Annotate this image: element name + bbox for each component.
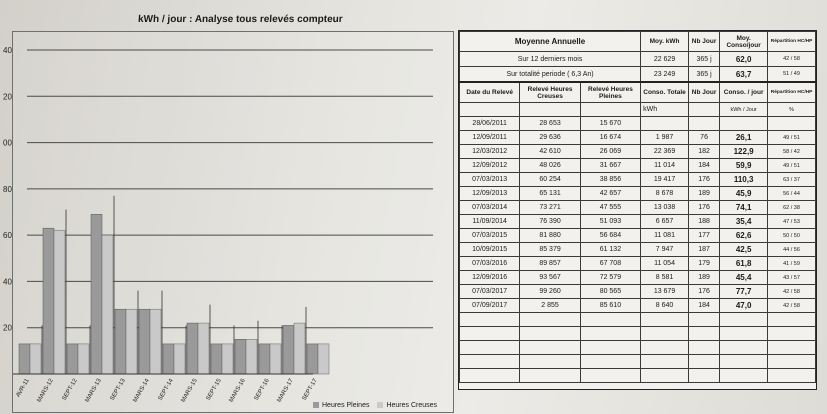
empty-cell xyxy=(768,369,816,383)
x-tick-label: SEPT-14 xyxy=(157,378,175,402)
cell-hp: 61 132 xyxy=(580,243,640,257)
bar-heures-pleines xyxy=(211,344,222,374)
cell-conso-jour: 77,7 xyxy=(720,285,768,299)
summary-row-12m xyxy=(460,52,816,67)
cell-hp: 16 674 xyxy=(580,131,640,145)
cell-hc: 65 131 xyxy=(520,187,580,201)
table-row xyxy=(460,131,816,145)
bar-heures-creuses xyxy=(222,344,233,374)
bar-heures-pleines xyxy=(19,344,30,374)
col-repartition-top: Répartition HC/HP xyxy=(768,32,816,52)
bar-heures-creuses xyxy=(126,309,137,374)
y-tick-label: 60 xyxy=(3,231,12,241)
cell-conso: 6 657 xyxy=(641,215,689,229)
cell-hc: 76 390 xyxy=(520,215,580,229)
empty-cell xyxy=(460,341,520,355)
x-tick-label: SEPT-16 xyxy=(253,378,271,402)
cell-hc: 42 610 xyxy=(520,145,580,159)
bar-heures-pleines xyxy=(307,344,318,374)
cell-conso: 11 014 xyxy=(641,159,689,173)
cell-conso-jour: 42,5 xyxy=(720,243,768,257)
cell-conso: 7 947 xyxy=(641,243,689,257)
empty-row xyxy=(460,341,816,355)
cell-conso-jour: 35,4 xyxy=(720,215,768,229)
cell-repartition: 63 / 37 xyxy=(768,173,816,187)
columns-header-row xyxy=(460,82,816,103)
y-tick-label: 80 xyxy=(3,184,12,194)
empty-cell xyxy=(460,369,520,383)
y-tick-label: 40 xyxy=(3,277,12,287)
x-tick-label: MARS-15 xyxy=(180,378,199,404)
empty-cell xyxy=(460,327,520,341)
y-tick-label: 00 xyxy=(3,138,12,148)
cell-conso-jour: 45,4 xyxy=(720,271,768,285)
empty-cell xyxy=(460,313,520,327)
cell-nb-jour: 189 xyxy=(688,271,719,285)
table-row xyxy=(460,243,816,257)
empty-cell xyxy=(720,313,768,327)
col-hc: Relevé Heures Creuses xyxy=(520,82,580,103)
chart-plot-area xyxy=(3,31,454,413)
table-row xyxy=(460,271,816,285)
empty-row xyxy=(460,369,816,383)
summary-kwh: 23 249 xyxy=(641,67,689,83)
x-tick-label: MARS-17 xyxy=(276,378,295,404)
unit-conso-jour: kWh / Jour xyxy=(720,103,768,117)
cell-nb-jour: 177 xyxy=(688,229,719,243)
table-row xyxy=(460,173,816,187)
cell-conso: 8 640 xyxy=(641,299,689,313)
cell-date: 07/03/2013 xyxy=(460,173,520,187)
empty-cell xyxy=(641,355,689,369)
cell-hc: 48 026 xyxy=(520,159,580,173)
summary-jours: 365 j xyxy=(688,52,719,67)
cell-date: 12/03/2012 xyxy=(460,145,520,159)
cell-conso xyxy=(641,117,689,131)
table-row xyxy=(460,187,816,201)
bar-heures-creuses xyxy=(174,344,185,374)
cell-hc: 29 636 xyxy=(520,131,580,145)
chart-title: kWh / jour : Analyse tous relevés compteur xyxy=(137,14,343,25)
bar-heures-pleines xyxy=(187,323,198,374)
cell-repartition: 44 / 56 xyxy=(768,243,816,257)
cell-nb-jour: 176 xyxy=(688,285,719,299)
legend-item-creuses xyxy=(377,402,437,409)
col-rep: Répartition HC/HP xyxy=(768,82,816,103)
cell-date: 10/09/2015 xyxy=(460,243,520,257)
cell-repartition: 50 / 50 xyxy=(768,229,816,243)
cell-conso: 1 987 xyxy=(641,131,689,145)
x-tick-label: SEPT-12 xyxy=(61,378,79,402)
cell-hp: 31 667 xyxy=(580,159,640,173)
bar-heures-pleines xyxy=(115,309,126,374)
cell-hc: 89 857 xyxy=(520,257,580,271)
cell-hp: 80 565 xyxy=(580,285,640,299)
col-moy-conso: Moy. Conso/jour xyxy=(720,32,768,52)
y-tick-label: 20 xyxy=(3,92,12,102)
empty-cell xyxy=(768,341,816,355)
cell-conso-jour: 62,6 xyxy=(720,229,768,243)
cell-conso-jour: 61,8 xyxy=(720,257,768,271)
x-tick-label: SEPT-13 xyxy=(109,378,127,402)
col-conso-jour: Conso. / jour xyxy=(720,82,768,103)
bar-heures-creuses xyxy=(294,323,305,374)
cell-hp: 15 670 xyxy=(580,117,640,131)
cell-nb-jour: 188 xyxy=(688,215,719,229)
y-tick-label: 20 xyxy=(3,323,12,333)
cell-hc: 99 260 xyxy=(520,285,580,299)
bar-heures-pleines xyxy=(91,214,102,374)
cell-hp: 85 610 xyxy=(580,299,640,313)
cell-conso-jour: 74,1 xyxy=(720,201,768,215)
cell-conso-jour: 59,9 xyxy=(720,159,768,173)
table-row xyxy=(460,201,816,215)
bar-heures-creuses xyxy=(150,309,161,374)
cell-hc: 73 271 xyxy=(520,201,580,215)
empty-cell xyxy=(641,313,689,327)
cell-conso: 11 054 xyxy=(641,257,689,271)
unit-rep: % xyxy=(768,103,816,117)
cell-conso: 19 417 xyxy=(641,173,689,187)
chart-legend xyxy=(313,402,437,409)
cell-conso-jour: 47,0 xyxy=(720,299,768,313)
cell-conso: 22 369 xyxy=(641,145,689,159)
col-hp: Relevé Heures Pleines xyxy=(580,82,640,103)
summary-row-total xyxy=(460,67,816,83)
bar-heures-pleines xyxy=(139,309,150,374)
cell-date: 12/09/2016 xyxy=(460,271,520,285)
cell-hc: 60 254 xyxy=(520,173,580,187)
x-tick-label: AVR-11 xyxy=(15,378,31,399)
empty-row xyxy=(460,313,816,327)
cell-hp: 42 657 xyxy=(580,187,640,201)
cell-repartition: 49 / 51 xyxy=(768,131,816,145)
cell-nb-jour: 176 xyxy=(688,173,719,187)
cell-repartition: 47 / 53 xyxy=(768,215,816,229)
empty-cell xyxy=(688,327,719,341)
empty-cell xyxy=(720,327,768,341)
col-conso: Conso. Totale xyxy=(641,82,689,103)
cell-hc: 81 880 xyxy=(520,229,580,243)
summary-conso: 62,0 xyxy=(720,52,768,67)
cell-conso: 11 081 xyxy=(641,229,689,243)
cell-date: 07/09/2017 xyxy=(460,299,520,313)
summary-jours: 365 j xyxy=(688,67,719,83)
bar-heures-creuses xyxy=(318,344,329,374)
empty-cell xyxy=(768,327,816,341)
col-date: Date du Relevé xyxy=(460,82,520,103)
table-row xyxy=(460,299,816,313)
cell-nb-jour: 182 xyxy=(688,145,719,159)
empty-cell xyxy=(580,355,640,369)
x-tick-label: MARS-14 xyxy=(132,378,151,404)
empty-cell xyxy=(580,369,640,383)
bar-heures-pleines xyxy=(235,339,246,374)
cell-repartition: 42 / 58 xyxy=(768,299,816,313)
empty-cell xyxy=(768,355,816,369)
cell-hc: 85 379 xyxy=(520,243,580,257)
cell-hp: 72 579 xyxy=(580,271,640,285)
bar-heures-creuses xyxy=(78,344,89,374)
empty-cell xyxy=(520,341,580,355)
cell-conso-jour: 45,9 xyxy=(720,187,768,201)
cell-hp: 51 093 xyxy=(580,215,640,229)
empty-cell xyxy=(580,313,640,327)
empty-cell xyxy=(520,355,580,369)
cell-hp: 67 708 xyxy=(580,257,640,271)
col-nb-jour-top: Nb Jour xyxy=(688,32,719,52)
empty-cell xyxy=(641,341,689,355)
empty-cell xyxy=(520,327,580,341)
legend-label-pleines: Heures Pleines xyxy=(322,402,370,409)
x-tick-label: MARS-13 xyxy=(84,378,103,404)
cell-date: 07/03/2017 xyxy=(460,285,520,299)
table-row xyxy=(460,145,816,159)
bar-heures-pleines xyxy=(283,325,294,374)
summary-conso: 63,7 xyxy=(720,67,768,83)
x-tick-label: MARS-16 xyxy=(228,378,247,404)
cell-repartition xyxy=(768,117,816,131)
empty-cell xyxy=(580,341,640,355)
cell-repartition: 49 / 51 xyxy=(768,159,816,173)
annual-title: Moyenne Annuelle xyxy=(460,32,641,52)
col-moy-kwh: Moy. kWh xyxy=(641,32,689,52)
summary-label: Sur 12 derniers mois xyxy=(460,52,641,67)
bar-chart xyxy=(3,32,453,412)
cell-conso-jour xyxy=(720,117,768,131)
empty-cell xyxy=(768,313,816,327)
cell-conso: 13 038 xyxy=(641,201,689,215)
cell-hp: 47 555 xyxy=(580,201,640,215)
cell-repartition: 58 / 42 xyxy=(768,145,816,159)
bar-heures-pleines xyxy=(259,344,270,374)
summary-label: Sur totalité periode ( 6,3 An) xyxy=(460,67,641,83)
cell-nb-jour: 179 xyxy=(688,257,719,271)
table-row xyxy=(460,257,816,271)
col-nbjour: Nb Jour xyxy=(688,82,719,103)
chart-panel xyxy=(0,12,452,409)
cell-nb-jour: 176 xyxy=(688,201,719,215)
annual-header-row xyxy=(460,32,816,52)
x-tick-label: MARS-12 xyxy=(36,378,55,404)
empty-cell xyxy=(720,341,768,355)
bar-heures-pleines xyxy=(43,228,54,374)
cell-date: 07/03/2015 xyxy=(460,229,520,243)
summary-kwh: 22 629 xyxy=(641,52,689,67)
empty-cell xyxy=(688,341,719,355)
x-tick-label: SEPT-15 xyxy=(205,378,223,402)
empty-cell xyxy=(720,355,768,369)
cell-date: 07/03/2014 xyxy=(460,201,520,215)
table-row xyxy=(460,117,816,131)
cell-hc: 2 855 xyxy=(520,299,580,313)
units-row xyxy=(460,103,816,117)
empty-cell xyxy=(641,327,689,341)
summary-rep: 51 / 49 xyxy=(768,67,816,83)
cell-nb-jour: 76 xyxy=(688,131,719,145)
cell-hp: 56 684 xyxy=(580,229,640,243)
empty-row xyxy=(460,355,816,369)
cell-conso: 13 679 xyxy=(641,285,689,299)
bar-heures-pleines xyxy=(163,344,174,374)
empty-cell xyxy=(688,313,719,327)
empty-cell xyxy=(720,369,768,383)
cell-date: 12/09/2012 xyxy=(460,159,520,173)
cell-nb-jour: 184 xyxy=(688,159,719,173)
unit-conso: kWh xyxy=(641,103,689,117)
bar-heures-creuses xyxy=(30,344,41,374)
y-tick-label: 40 xyxy=(3,46,12,55)
cell-hp: 26 069 xyxy=(580,145,640,159)
cell-date: 07/03/2016 xyxy=(460,257,520,271)
cell-repartition: 43 / 57 xyxy=(768,271,816,285)
cell-repartition: 42 / 58 xyxy=(768,285,816,299)
cell-conso: 8 678 xyxy=(641,187,689,201)
empty-row xyxy=(460,327,816,341)
cell-hc: 28 653 xyxy=(520,117,580,131)
empty-cell xyxy=(460,355,520,369)
bar-heures-creuses xyxy=(270,344,281,374)
empty-cell xyxy=(688,369,719,383)
bar-heures-creuses xyxy=(102,235,113,374)
table-row xyxy=(460,285,816,299)
empty-cell xyxy=(520,313,580,327)
cell-date: 11/09/2014 xyxy=(460,215,520,229)
bar-heures-creuses xyxy=(246,339,257,374)
cell-conso: 8 581 xyxy=(641,271,689,285)
empty-cell xyxy=(580,327,640,341)
legend-item-pleines xyxy=(313,402,369,409)
cell-hc: 93 567 xyxy=(520,271,580,285)
table-row xyxy=(460,159,816,173)
empty-cell xyxy=(688,355,719,369)
cell-repartition: 41 / 59 xyxy=(768,257,816,271)
cell-conso-jour: 122,9 xyxy=(720,145,768,159)
legend-label-creuses: Heures Creuses xyxy=(386,402,438,409)
cell-repartition: 62 / 38 xyxy=(768,201,816,215)
cell-date: 12/09/2013 xyxy=(460,187,520,201)
empty-cell xyxy=(641,369,689,383)
cell-nb-jour: 189 xyxy=(688,187,719,201)
summary-rep: 42 / 58 xyxy=(768,52,816,67)
bar-heures-creuses xyxy=(198,323,209,374)
readings-table xyxy=(459,31,816,383)
cell-nb-jour xyxy=(688,117,719,131)
cell-nb-jour: 184 xyxy=(688,299,719,313)
cell-hp: 38 856 xyxy=(580,173,640,187)
x-tick-label: SEPT-17 xyxy=(301,378,319,402)
bar-heures-pleines xyxy=(67,344,78,374)
empty-cell xyxy=(520,369,580,383)
cell-conso-jour: 110,3 xyxy=(720,173,768,187)
cell-date: 28/06/2011 xyxy=(460,117,520,131)
cell-nb-jour: 187 xyxy=(688,243,719,257)
bar-heures-creuses xyxy=(54,231,65,374)
cell-repartition: 56 / 44 xyxy=(768,187,816,201)
table-row xyxy=(460,215,816,229)
readings-table-panel xyxy=(458,30,817,390)
cell-conso-jour: 26,1 xyxy=(720,131,768,145)
cell-date: 12/09/2011 xyxy=(460,131,520,145)
table-row xyxy=(460,229,816,243)
